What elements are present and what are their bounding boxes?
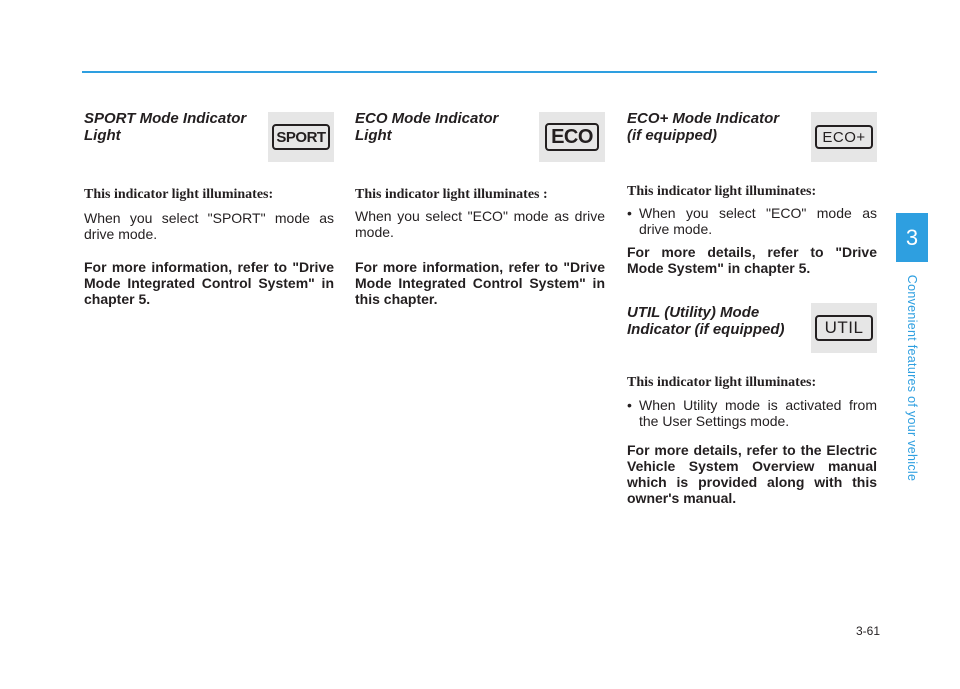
sport-indicator-icon xyxy=(268,112,334,162)
util-bullet: • When Utility mode is activated from the User Settings mode. xyxy=(627,397,877,429)
sport-subheading: This indicator light illuminates: xyxy=(84,187,274,202)
eco-description: When you select "ECO" mode as drive mode. xyxy=(355,208,605,240)
ecoplus-subheading: This indicator light illuminates: xyxy=(627,184,817,199)
ecoplus-badge: ECO+ xyxy=(815,125,873,149)
eco-indicator-icon xyxy=(539,112,605,162)
ecoplus-indicator-heading: ECO+ Mode Indicator (if equipped) xyxy=(627,110,780,144)
util-indicator-icon xyxy=(811,303,877,353)
ecoplus-indicator-icon xyxy=(811,112,877,162)
sport-indicator-heading: SPORT Mode Indicator Light xyxy=(84,110,247,144)
bullet-dot: • xyxy=(627,397,632,413)
top-rule xyxy=(82,71,877,73)
util-reference-note: For more details, refer to the Electric Vehicle System Overview manual which is provided along with this owner's manual. xyxy=(627,442,877,506)
eco-indicator-heading: ECO Mode Indicator Light xyxy=(355,110,499,144)
util-badge: UTIL xyxy=(815,315,873,341)
sport-description: When you select "SPORT" mode as drive mode. xyxy=(84,210,334,242)
ecoplus-bullet: • When you select "ECO" mode as drive mode. xyxy=(627,205,877,237)
ecoplus-reference-note: For more details, refer to "Drive Mode System" in chapter 5. xyxy=(627,244,877,276)
sport-reference-note: For more information, refer to "Drive Mode Integrated Control System" in chapter 5. xyxy=(84,259,334,307)
bullet-dot: • xyxy=(627,205,632,221)
sport-badge: SPORT xyxy=(272,124,330,150)
chapter-title: Convenient features of your vehicle xyxy=(905,274,920,481)
util-subheading: This indicator light illuminates: xyxy=(627,375,817,390)
chapter-number-tab: 3 xyxy=(896,213,928,262)
eco-subheading: This indicator light illuminates : xyxy=(355,187,548,202)
page-number: 3-61 xyxy=(855,624,880,638)
eco-reference-note: For more information, refer to "Drive Mode Integrated Control System" in this chapter. xyxy=(355,259,605,307)
util-indicator-heading: UTIL (Utility) Mode Indicator (if equipped) xyxy=(627,304,785,338)
eco-badge: ECO xyxy=(545,123,599,151)
